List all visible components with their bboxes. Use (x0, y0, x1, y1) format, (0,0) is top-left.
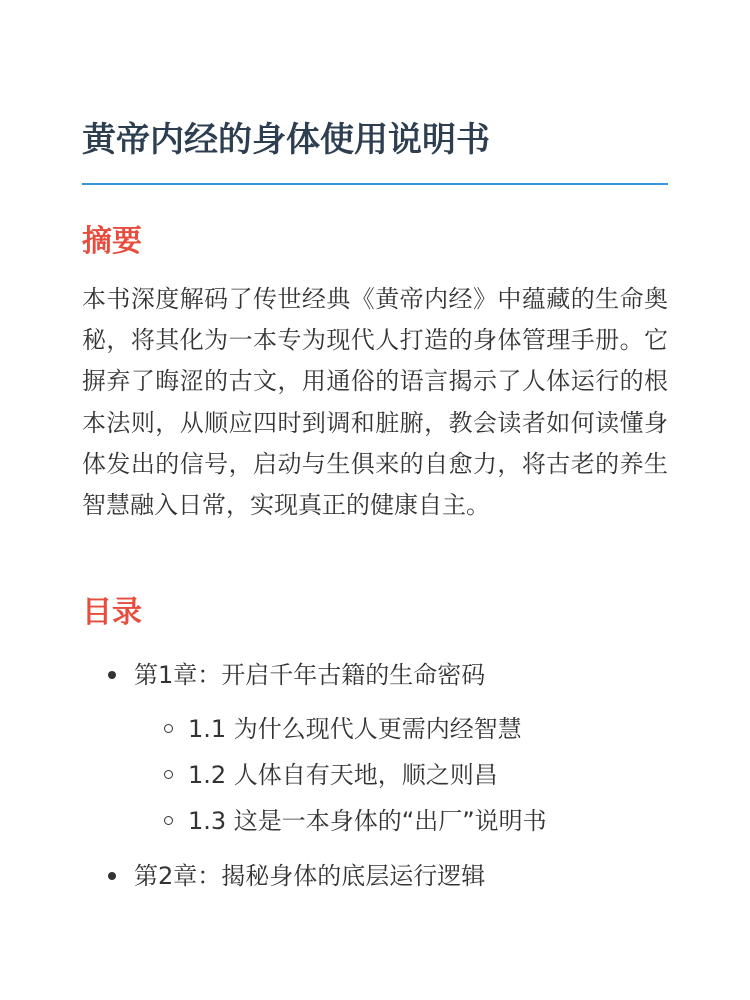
abstract-paragraph: 本书深度解码了传世经典《黄帝内经》中蕴藏的生命奥秘，将其化为一本专为现代人打造的身体管理手册。它摒弃了晦涩的古文，用通俗的语言揭示了人体运行的根本法则，从顺应四时到调和脏腑，教会读者如何读懂身体发出的信号，启动与生俱来的自愈力，将古老的养生智慧融入日常，实现真正的健康自主。 (82, 285, 668, 520)
toc-heading: 目录 (82, 595, 142, 630)
book-title: 黄帝内经的身体使用说明书 (82, 120, 490, 160)
bullet-circle-icon (164, 816, 173, 825)
bullet-disc-icon (108, 872, 116, 880)
table-of-contents (82, 655, 668, 896)
toc-section-label: 1.3 这是一本身体的“出厂”说明书 (188, 807, 547, 835)
title-divider (82, 183, 668, 185)
toc-section-label: 1.2 人体自有天地，顺之则昌 (188, 761, 498, 789)
toc-section-label: 1.1 为什么现代人更需内经智慧 (188, 715, 522, 743)
toc-chapter-1-sections (134, 706, 668, 844)
toc-chapter-1 (82, 655, 668, 844)
bullet-disc-icon (108, 671, 116, 679)
toc-chapter-2 (82, 856, 668, 896)
bullet-circle-icon (164, 724, 173, 733)
bullet-circle-icon (164, 770, 173, 779)
toc-section-1-3 (134, 798, 668, 844)
toc-section-1-1 (134, 706, 668, 752)
abstract-heading: 摘要 (82, 224, 142, 259)
toc-chapter-label: 第1章：开启千年古籍的生命密码 (134, 661, 486, 689)
toc-section-1-2 (134, 752, 668, 798)
toc-chapter-label: 第2章：揭秘身体的底层运行逻辑 (134, 862, 486, 890)
